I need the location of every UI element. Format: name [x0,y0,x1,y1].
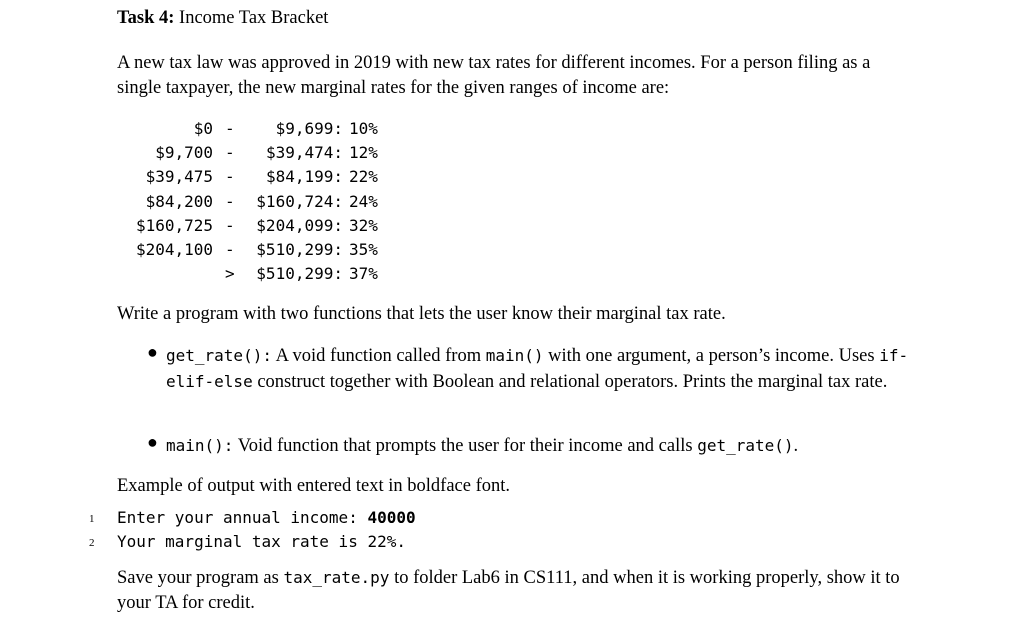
example-line-1 [117,508,416,527]
bracket-separator: - [225,191,235,211]
bullet-dot-1: ● [147,342,158,362]
closing-text-b: to folder Lab6 in CS111, and when it is working properly, show it to your TA for credit. [117,568,900,613]
bracket-low: $160,725 [135,215,213,235]
bracket-rate: 22% [349,167,378,187]
bracket-high: $510,299: [256,239,343,259]
bracket-low: $204,100 [135,239,213,259]
code-get-rate: get_rate(): [166,346,272,365]
bullet-1-text-b: with one argument, a person’s income. Uses [543,346,880,366]
bracket-low: $9,700 [155,143,213,163]
bracket-separator: - [225,143,235,163]
example-line-1-input: 40000 [367,508,416,527]
bracket-separator: - [225,239,235,259]
bullet-1-text-a: A void function called from [271,346,486,366]
line-number-2: 2 [89,537,95,549]
code-get-rate-ref: get_rate() [697,436,794,455]
code-main: main(): [166,436,234,455]
bracket-rate: 12% [349,143,378,163]
bracket-separator: - [225,215,235,235]
code-main-ref: main() [485,346,544,365]
closing-text-a: Save your program as [117,568,284,588]
bracket-high: $84,199: [265,167,343,187]
bracket-rate: 32% [349,215,378,235]
bracket-rate: 10% [349,119,378,138]
bracket-high: $510,299: [256,264,343,284]
bullet-get-rate [166,343,926,395]
intro-paragraph: A new tax law was approved in 2019 with new tax rates for different incomes. For a person filing as a single taxpayer, the new marginal rates for the given ranges of income are: [117,53,871,98]
line-number-1: 1 [89,513,95,525]
bracket-separator: > [225,264,235,284]
example-line-1-prompt: Enter your annual income: [117,508,368,527]
bracket-high: $204,099: [256,215,343,235]
bullet-1-text-c: construct together with Boolean and relational operators. Prints the marginal tax rate. [252,372,888,392]
code-filename: tax_rate.py [283,568,390,587]
bracket-rate: 37% [349,264,378,284]
closing-paragraph [117,565,917,616]
task-title [117,8,328,29]
bracket-low: $84,200 [145,191,213,211]
instruction-paragraph: Write a program with two functions that lets the user know their marginal tax rate. [117,304,726,324]
task-name: Income Tax Bracket [179,8,329,28]
bracket-low: $39,475 [145,167,213,187]
example-heading: Example of output with entered text in boldface font. [117,476,511,496]
bracket-separator: - [225,119,235,138]
bullet-2-text-a: Void function that prompts the user for their income and calls [233,436,698,456]
bullet-dot-2: ● [147,432,158,452]
bracket-rate: 35% [349,239,378,259]
bracket-high: $9,699: [275,119,343,138]
bracket-high: $39,474: [265,143,343,163]
example-line-2: Your marginal tax rate is 22%. [117,532,406,551]
bullet-2-text-b: . [793,436,799,456]
task-label: Task 4: [117,8,175,28]
bullet-main [166,433,926,459]
bracket-separator: - [225,167,235,187]
code-if-elif-else: if-elif-else [166,346,909,391]
bracket-low: $0 [193,119,213,138]
bracket-rate: 24% [349,191,378,211]
bracket-high: $160,724: [256,191,343,211]
